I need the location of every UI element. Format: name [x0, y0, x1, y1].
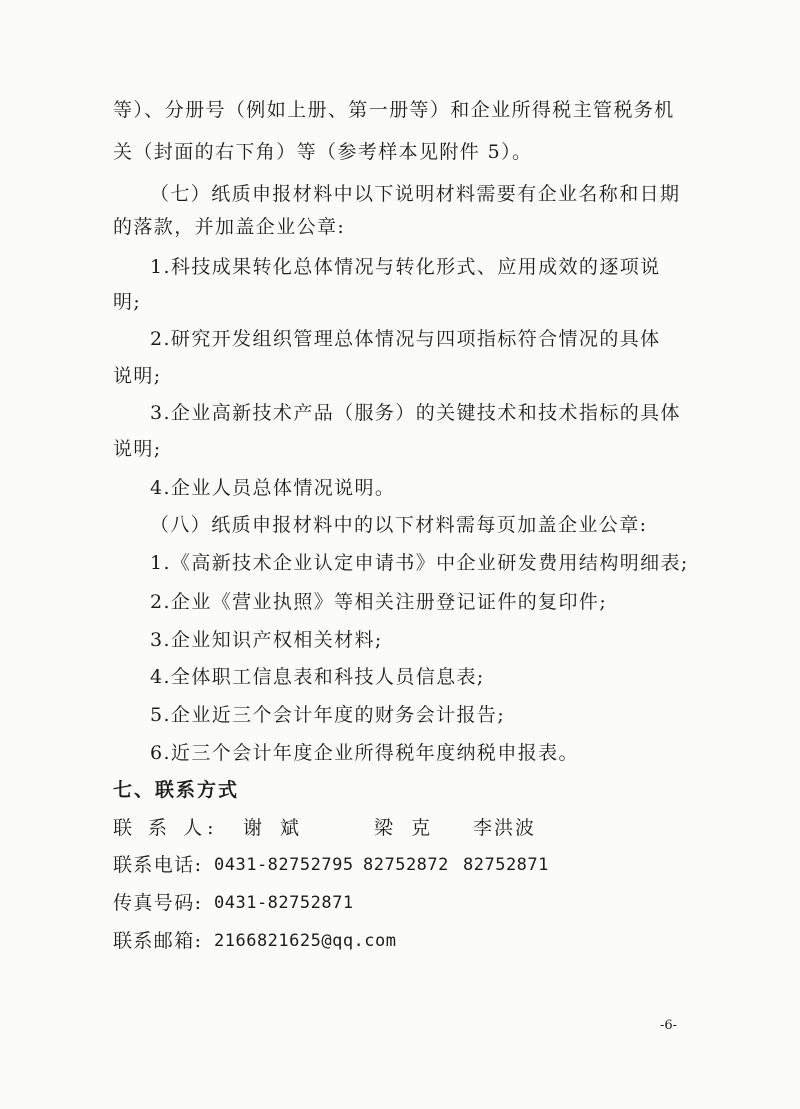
list-item: 6.近三个会计年度企业所得税年度纳税申报表。	[150, 742, 579, 764]
paragraph-line: （八）纸质申报材料中的以下材料需每页加盖企业公章:	[150, 514, 648, 536]
paragraph-line: 明;	[113, 291, 142, 313]
list-item: 1.《高新技术企业认定申请书》中企业研发费用结构明细表;	[150, 552, 689, 574]
contact-people-label: 联 系 人:	[113, 817, 219, 839]
section-heading: 七、联系方式	[113, 779, 240, 801]
paragraph-line: （七）纸质申报材料中以下说明材料需要有企业名称和日期	[150, 183, 681, 205]
list-item: 2.研究开发组织管理总体情况与四项指标符合情况的具体	[150, 328, 661, 350]
paragraph-line: 等）、分册号（例如上册、第一册等）和企业所得税主管税务机	[113, 99, 675, 121]
contact-phone-label: 联系电话:	[113, 854, 203, 876]
contact-phone: 82752871	[463, 855, 549, 875]
list-item: 4.全体职工信息表和科技人员信息表;	[150, 666, 485, 688]
contact-fax-label: 传真号码:	[113, 892, 203, 914]
paragraph-line: 的落款，并加盖企业公章:	[113, 216, 346, 238]
page-number: -6-	[659, 1018, 677, 1033]
paragraph-line: 关（封面的右下角）等（参考样本见附件 5）。	[113, 141, 533, 163]
list-item: 1.科技成果转化总体情况与转化形式、应用成效的逐项说	[150, 256, 661, 278]
contact-fax: 0431-82752871	[214, 893, 354, 913]
list-item: 5.企业近三个会计年度的财务会计报告;	[150, 704, 506, 726]
contact-person: 李洪波	[473, 817, 537, 839]
contact-person: 谢 斌	[243, 817, 306, 839]
contact-phone: 0431-82752795	[214, 855, 354, 875]
list-item: 3.企业高新技术产品（服务）的关键技术和技术指标的具体	[150, 402, 681, 424]
list-item: 3.企业知识产权相关材料;	[150, 629, 383, 651]
contact-email: 2166821625@qq.com	[214, 931, 397, 951]
paragraph-line: 说明;	[113, 438, 162, 460]
contact-email-label: 联系邮箱:	[113, 930, 203, 952]
contact-person: 梁 克	[374, 817, 437, 839]
paragraph-line: 说明;	[113, 365, 162, 387]
contact-phone: 82752872	[363, 855, 449, 875]
list-item: 2.企业《营业执照》等相关注册登记证件的复印件;	[150, 591, 608, 613]
list-item: 4.企业人员总体情况说明。	[150, 477, 396, 499]
